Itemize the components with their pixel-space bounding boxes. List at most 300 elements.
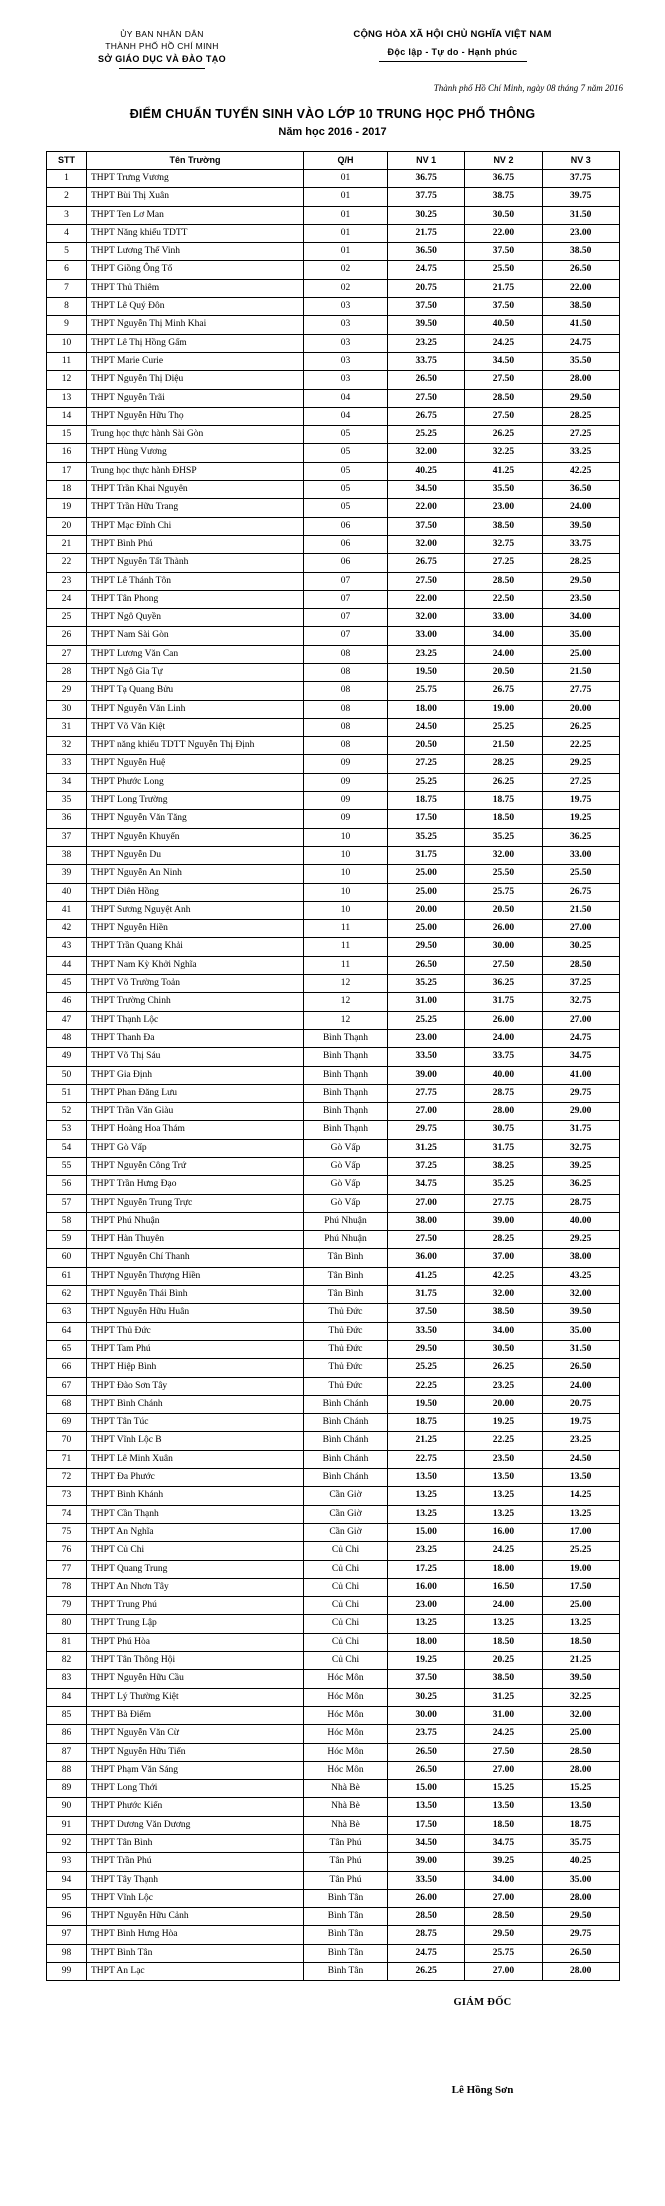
cell-stt: 3	[47, 206, 87, 224]
cell-stt: 43	[47, 938, 87, 956]
cell-school-name: THPT Ngô Quyền	[87, 609, 304, 627]
cell-nv1: 26.75	[388, 554, 465, 572]
cell-nv3: 28.00	[542, 1963, 619, 1981]
table-row	[47, 718, 620, 736]
cell-nv2: 20.00	[465, 1395, 542, 1413]
cell-nv3: 17.00	[542, 1523, 619, 1541]
cell-stt: 45	[47, 975, 87, 993]
cell-nv1: 37.50	[388, 517, 465, 535]
cell-nv2: 23.25	[465, 1377, 542, 1395]
cell-nv1: 34.50	[388, 481, 465, 499]
cell-stt: 37	[47, 828, 87, 846]
cell-stt: 62	[47, 1286, 87, 1304]
cell-district: 08	[304, 737, 388, 755]
cell-district: 01	[304, 169, 388, 187]
cell-school-name: THPT Nguyễn Hữu Huân	[87, 1304, 304, 1322]
cell-nv2: 39.25	[465, 1853, 542, 1871]
cell-stt: 91	[47, 1816, 87, 1834]
cell-nv2: 42.25	[465, 1267, 542, 1285]
cell-school-name: THPT Bà Điểm	[87, 1706, 304, 1724]
cell-nv3: 25.00	[542, 1725, 619, 1743]
cell-district: 06	[304, 517, 388, 535]
cell-nv2: 34.00	[465, 627, 542, 645]
cell-school-name: THPT Thủ Thiêm	[87, 279, 304, 297]
cell-school-name: THPT Nguyễn Văn Linh	[87, 700, 304, 718]
cell-nv3: 26.50	[542, 261, 619, 279]
cell-district: 08	[304, 700, 388, 718]
cell-nv2: 27.00	[465, 1889, 542, 1907]
cell-stt: 68	[47, 1395, 87, 1413]
cell-stt: 27	[47, 645, 87, 663]
cell-stt: 42	[47, 920, 87, 938]
cell-nv1: 29.50	[388, 938, 465, 956]
cell-nv3: 37.25	[542, 975, 619, 993]
cell-nv3: 19.75	[542, 792, 619, 810]
cell-nv2: 18.75	[465, 792, 542, 810]
table-row	[47, 572, 620, 590]
cell-school-name: THPT Bình Khánh	[87, 1487, 304, 1505]
cell-stt: 86	[47, 1725, 87, 1743]
cell-nv3: 36.25	[542, 1176, 619, 1194]
table-row	[47, 1706, 620, 1724]
cell-nv3: 25.25	[542, 1542, 619, 1560]
column-header-stt: STT	[47, 151, 87, 169]
cell-school-name: THPT Lương Văn Can	[87, 645, 304, 663]
cell-nv1: 37.25	[388, 1158, 465, 1176]
cell-nv3: 21.25	[542, 1652, 619, 1670]
cell-stt: 38	[47, 846, 87, 864]
cell-nv3: 35.50	[542, 352, 619, 370]
cell-school-name: THPT Lý Thường Kiệt	[87, 1688, 304, 1706]
cell-stt: 59	[47, 1231, 87, 1249]
table-row	[47, 1725, 620, 1743]
table-row	[47, 1377, 620, 1395]
cell-school-name: THPT Marie Curie	[87, 352, 304, 370]
cell-stt: 74	[47, 1505, 87, 1523]
cell-school-name: THPT An Nhơn Tây	[87, 1578, 304, 1596]
cell-nv1: 33.75	[388, 352, 465, 370]
cell-district: Bình Chánh	[304, 1414, 388, 1432]
cell-nv3: 23.00	[542, 224, 619, 242]
cell-nv2: 18.50	[465, 1633, 542, 1651]
cell-stt: 77	[47, 1560, 87, 1578]
cell-nv3: 15.25	[542, 1780, 619, 1798]
cell-district: 05	[304, 444, 388, 462]
cell-nv3: 26.75	[542, 883, 619, 901]
cell-stt: 90	[47, 1798, 87, 1816]
cell-nv2: 30.50	[465, 206, 542, 224]
table-row	[47, 1761, 620, 1779]
cell-nv2: 25.75	[465, 1944, 542, 1962]
cell-nv3: 28.25	[542, 554, 619, 572]
table-row	[47, 645, 620, 663]
cell-nv3: 26.25	[542, 718, 619, 736]
cell-nv3: 19.25	[542, 810, 619, 828]
cell-nv3: 38.00	[542, 1249, 619, 1267]
table-header-row	[47, 151, 620, 169]
cell-district: 05	[304, 481, 388, 499]
cell-stt: 39	[47, 865, 87, 883]
cell-nv3: 28.00	[542, 371, 619, 389]
cell-nv3: 13.50	[542, 1798, 619, 1816]
cell-nv1: 18.00	[388, 700, 465, 718]
cell-stt: 5	[47, 243, 87, 261]
cell-school-name: THPT Bình Hưng Hòa	[87, 1926, 304, 1944]
table-row	[47, 1194, 620, 1212]
cell-nv2: 28.50	[465, 572, 542, 590]
cell-nv1: 27.25	[388, 755, 465, 773]
cell-stt: 80	[47, 1615, 87, 1633]
table-row	[47, 389, 620, 407]
table-row	[47, 535, 620, 553]
cell-school-name: THPT Phú Nhuận	[87, 1212, 304, 1230]
table-body	[47, 169, 620, 1980]
cell-nv2: 32.00	[465, 846, 542, 864]
cell-nv2: 32.00	[465, 1286, 542, 1304]
cell-district: Gò Vấp	[304, 1176, 388, 1194]
cell-nv3: 26.50	[542, 1944, 619, 1962]
table-row	[47, 755, 620, 773]
cell-nv3: 38.50	[542, 298, 619, 316]
cell-nv1: 13.25	[388, 1505, 465, 1523]
cell-nv1: 24.75	[388, 261, 465, 279]
cell-stt: 34	[47, 773, 87, 791]
cell-stt: 35	[47, 792, 87, 810]
cell-nv1: 21.75	[388, 224, 465, 242]
cell-district: 02	[304, 279, 388, 297]
cell-nv3: 40.00	[542, 1212, 619, 1230]
cell-nv3: 24.00	[542, 499, 619, 517]
cell-district: 07	[304, 609, 388, 627]
cell-district: 10	[304, 883, 388, 901]
cell-school-name: THPT Trường Chinh	[87, 993, 304, 1011]
cell-district: 03	[304, 352, 388, 370]
cell-district: 11	[304, 920, 388, 938]
cell-nv3: 29.25	[542, 755, 619, 773]
signature-block	[0, 1997, 665, 2098]
cell-nv3: 13.25	[542, 1505, 619, 1523]
cell-nv1: 36.00	[388, 1249, 465, 1267]
cell-nv2: 32.25	[465, 444, 542, 462]
cell-school-name: THPT Tân Thông Hội	[87, 1652, 304, 1670]
cell-nv1: 30.25	[388, 206, 465, 224]
cell-district: Cần Giờ	[304, 1505, 388, 1523]
cell-district: 09	[304, 773, 388, 791]
cell-nv2: 25.75	[465, 883, 542, 901]
table-row	[47, 1853, 620, 1871]
cell-district: 06	[304, 554, 388, 572]
cell-district: 07	[304, 627, 388, 645]
cell-nv1: 22.00	[388, 590, 465, 608]
table-row	[47, 1798, 620, 1816]
cell-district: Tân Phú	[304, 1871, 388, 1889]
cell-nv1: 31.00	[388, 993, 465, 1011]
cell-school-name: THPT Võ Văn Kiệt	[87, 718, 304, 736]
cell-nv1: 21.25	[388, 1432, 465, 1450]
cell-stt: 50	[47, 1066, 87, 1084]
cell-school-name: THPT Mạc Đĩnh Chi	[87, 517, 304, 535]
cell-stt: 94	[47, 1871, 87, 1889]
cell-stt: 65	[47, 1340, 87, 1358]
cell-school-name: THPT Hoàng Hoa Thám	[87, 1121, 304, 1139]
cell-nv2: 13.25	[465, 1505, 542, 1523]
cell-stt: 54	[47, 1139, 87, 1157]
table-row	[47, 1633, 620, 1651]
cell-school-name: THPT Thủ Đức	[87, 1322, 304, 1340]
cell-school-name: THPT Phước Long	[87, 773, 304, 791]
cell-school-name: THPT Nguyễn Hữu Thọ	[87, 407, 304, 425]
page-title: ĐIỂM CHUẨN TUYỂN SINH VÀO LỚP 10 TRUNG HỌC PHỔ THÔNG	[129, 106, 536, 121]
cell-district: Cần Giờ	[304, 1487, 388, 1505]
table-row	[47, 1414, 620, 1432]
table-row	[47, 1469, 620, 1487]
cell-stt: 25	[47, 609, 87, 627]
cell-school-name: THPT Nguyễn Huệ	[87, 755, 304, 773]
cell-nv3: 29.00	[542, 1103, 619, 1121]
table-row	[47, 1523, 620, 1541]
table-row	[47, 920, 620, 938]
cell-nv1: 40.25	[388, 462, 465, 480]
table-row	[47, 1450, 620, 1468]
table-row	[47, 1688, 620, 1706]
cell-school-name: THPT Đa Phước	[87, 1469, 304, 1487]
table-row	[47, 1615, 620, 1633]
cell-nv3: 23.25	[542, 1432, 619, 1450]
cell-stt: 6	[47, 261, 87, 279]
cell-district: Nhà Bè	[304, 1816, 388, 1834]
table-row	[47, 810, 620, 828]
cell-nv3: 27.25	[542, 426, 619, 444]
cell-nv3: 19.75	[542, 1414, 619, 1432]
cell-nv1: 27.50	[388, 572, 465, 590]
place-and-date: Thành phố Hồ Chí Minh, ngày 08 tháng 7 năm 2016	[433, 82, 623, 93]
cell-nv2: 25.50	[465, 261, 542, 279]
table-row	[47, 1542, 620, 1560]
cell-nv2: 40.00	[465, 1066, 542, 1084]
cell-nv3: 31.75	[542, 1121, 619, 1139]
cell-stt: 15	[47, 426, 87, 444]
motto-underline	[379, 61, 527, 62]
signatory-name: Lê Hồng Sơn	[451, 2084, 514, 2097]
cell-nv1: 28.50	[388, 1908, 465, 1926]
cell-nv1: 31.75	[388, 1286, 465, 1304]
cell-nv1: 23.25	[388, 1542, 465, 1560]
cell-nv3: 19.00	[542, 1560, 619, 1578]
cell-nv2: 25.50	[465, 865, 542, 883]
cell-stt: 73	[47, 1487, 87, 1505]
cell-school-name: THPT Nguyễn Thị Minh Khai	[87, 316, 304, 334]
cell-nv1: 23.00	[388, 1029, 465, 1047]
cell-nv3: 29.75	[542, 1084, 619, 1102]
cell-stt: 97	[47, 1926, 87, 1944]
cell-school-name: THPT Năng khiếu TDTT	[87, 224, 304, 242]
cell-nv2: 24.25	[465, 334, 542, 352]
cell-nv3: 28.00	[542, 1889, 619, 1907]
cell-district: Bình Chánh	[304, 1395, 388, 1413]
cell-nv2: 30.00	[465, 938, 542, 956]
cell-school-name: THPT Nguyễn Thượng Hiền	[87, 1267, 304, 1285]
cell-nv2: 18.50	[465, 1816, 542, 1834]
cell-stt: 2	[47, 188, 87, 206]
authority-line-3: SỞ GIÁO DỤC VÀ ĐÀO TẠO	[98, 53, 226, 64]
cell-school-name: THPT Lương Thế Vinh	[87, 243, 304, 261]
table-row	[47, 517, 620, 535]
cell-school-name: THPT Nguyễn Hữu Cảnh	[87, 1908, 304, 1926]
cell-stt: 63	[47, 1304, 87, 1322]
cell-district: Phú Nhuận	[304, 1212, 388, 1230]
cell-stt: 69	[47, 1414, 87, 1432]
cell-nv2: 22.00	[465, 224, 542, 242]
cell-stt: 83	[47, 1670, 87, 1688]
cell-school-name: THPT Vĩnh Lộc B	[87, 1432, 304, 1450]
cell-nv3: 20.00	[542, 700, 619, 718]
table-row	[47, 1158, 620, 1176]
cell-nv1: 24.50	[388, 718, 465, 736]
cell-nv1: 37.50	[388, 1304, 465, 1322]
authority-line-1: ỦY BAN NHÂN DÂN	[120, 29, 204, 39]
cell-nv3: 39.50	[542, 517, 619, 535]
table-row	[47, 444, 620, 462]
column-header-name: Tên Trường	[87, 151, 304, 169]
cell-district: Bình Thạnh	[304, 1048, 388, 1066]
cell-nv2: 27.50	[465, 407, 542, 425]
cell-nv2: 38.25	[465, 1158, 542, 1176]
cell-nv3: 29.75	[542, 1926, 619, 1944]
cell-nv3: 42.25	[542, 462, 619, 480]
cell-school-name: THPT An Lạc	[87, 1963, 304, 1981]
cell-stt: 82	[47, 1652, 87, 1670]
cell-district: 09	[304, 792, 388, 810]
cell-stt: 31	[47, 718, 87, 736]
table-row	[47, 261, 620, 279]
cell-school-name: THPT Ten Lơ Man	[87, 206, 304, 224]
cell-nv2: 21.50	[465, 737, 542, 755]
cell-school-name: THPT Nguyễn Du	[87, 846, 304, 864]
cell-nv1: 33.50	[388, 1871, 465, 1889]
cell-nv2: 24.00	[465, 1597, 542, 1615]
cell-district: 09	[304, 755, 388, 773]
cell-nv1: 27.50	[388, 1231, 465, 1249]
cell-school-name: Trung học thực hành Sài Gòn	[87, 426, 304, 444]
table-row	[47, 975, 620, 993]
table-row	[47, 846, 620, 864]
cell-district: 12	[304, 975, 388, 993]
cell-school-name: THPT Trần Phú	[87, 1853, 304, 1871]
cell-nv1: 39.50	[388, 316, 465, 334]
table-row	[47, 1249, 620, 1267]
cell-nv2: 31.75	[465, 1139, 542, 1157]
cell-nv1: 25.75	[388, 682, 465, 700]
cell-nv2: 31.75	[465, 993, 542, 1011]
cell-stt: 93	[47, 1853, 87, 1871]
cell-school-name: THPT Giồng Ông Tố	[87, 261, 304, 279]
cell-nv1: 20.50	[388, 737, 465, 755]
column-header-nv2: NV 2	[465, 151, 542, 169]
cell-stt: 92	[47, 1834, 87, 1852]
cell-district: 06	[304, 535, 388, 553]
letterhead	[0, 0, 665, 69]
cell-district: 12	[304, 993, 388, 1011]
cell-nv2: 34.00	[465, 1322, 542, 1340]
cell-district: 10	[304, 846, 388, 864]
table-header	[47, 151, 620, 169]
cell-nv1: 26.50	[388, 1761, 465, 1779]
cell-district: Bình Chánh	[304, 1469, 388, 1487]
table-row	[47, 1359, 620, 1377]
column-header-nv3: NV 3	[542, 151, 619, 169]
cell-district: 09	[304, 810, 388, 828]
cell-nv1: 35.25	[388, 975, 465, 993]
cell-school-name: THPT Nguyễn Văn Cừ	[87, 1725, 304, 1743]
cell-nv3: 22.25	[542, 737, 619, 755]
cell-nv3: 31.50	[542, 206, 619, 224]
table-row	[47, 243, 620, 261]
cell-nv2: 27.75	[465, 1194, 542, 1212]
cell-nv2: 40.50	[465, 316, 542, 334]
table-row	[47, 206, 620, 224]
cell-school-name: THPT Tân Túc	[87, 1414, 304, 1432]
cell-nv1: 32.00	[388, 535, 465, 553]
table-row	[47, 700, 620, 718]
cell-nv3: 21.50	[542, 901, 619, 919]
cell-district: Củ Chi	[304, 1542, 388, 1560]
cell-nv1: 32.00	[388, 444, 465, 462]
cell-nv2: 16.00	[465, 1523, 542, 1541]
cell-school-name: THPT Lê Minh Xuân	[87, 1450, 304, 1468]
cell-district: 01	[304, 206, 388, 224]
cell-stt: 64	[47, 1322, 87, 1340]
cell-nv3: 24.75	[542, 1029, 619, 1047]
cell-nv1: 39.00	[388, 1853, 465, 1871]
cell-nv3: 32.75	[542, 1139, 619, 1157]
cell-nv2: 27.25	[465, 554, 542, 572]
cell-nv2: 26.25	[465, 426, 542, 444]
cell-district: Bình Tân	[304, 1889, 388, 1907]
cell-district: 07	[304, 590, 388, 608]
cell-district: 03	[304, 334, 388, 352]
cell-stt: 30	[47, 700, 87, 718]
cell-stt: 56	[47, 1176, 87, 1194]
cell-district: Củ Chi	[304, 1652, 388, 1670]
cell-school-name: THPT Nguyễn Hữu Tiến	[87, 1743, 304, 1761]
column-header-nv1: NV 1	[388, 151, 465, 169]
cell-nv3: 26.50	[542, 1359, 619, 1377]
cell-nv1: 31.25	[388, 1139, 465, 1157]
cell-district: Tân Phú	[304, 1853, 388, 1871]
cell-stt: 61	[47, 1267, 87, 1285]
cell-school-name: THPT Nam Kỳ Khởi Nghĩa	[87, 956, 304, 974]
cell-nv1: 26.00	[388, 1889, 465, 1907]
table-row	[47, 737, 620, 755]
cell-district: 10	[304, 865, 388, 883]
cell-stt: 88	[47, 1761, 87, 1779]
cell-nv2: 31.25	[465, 1688, 542, 1706]
cell-district: Tân Bình	[304, 1286, 388, 1304]
cell-stt: 52	[47, 1103, 87, 1121]
cell-stt: 29	[47, 682, 87, 700]
table-row	[47, 224, 620, 242]
cell-nv3: 35.75	[542, 1834, 619, 1852]
cell-stt: 84	[47, 1688, 87, 1706]
cell-stt: 87	[47, 1743, 87, 1761]
cell-school-name: THPT Hiệp Bình	[87, 1359, 304, 1377]
cell-nv2: 37.50	[465, 298, 542, 316]
cell-nv2: 13.25	[465, 1615, 542, 1633]
column-header-qh: Q/H	[304, 151, 388, 169]
table-row	[47, 609, 620, 627]
cell-nv1: 29.50	[388, 1340, 465, 1358]
cell-stt: 4	[47, 224, 87, 242]
